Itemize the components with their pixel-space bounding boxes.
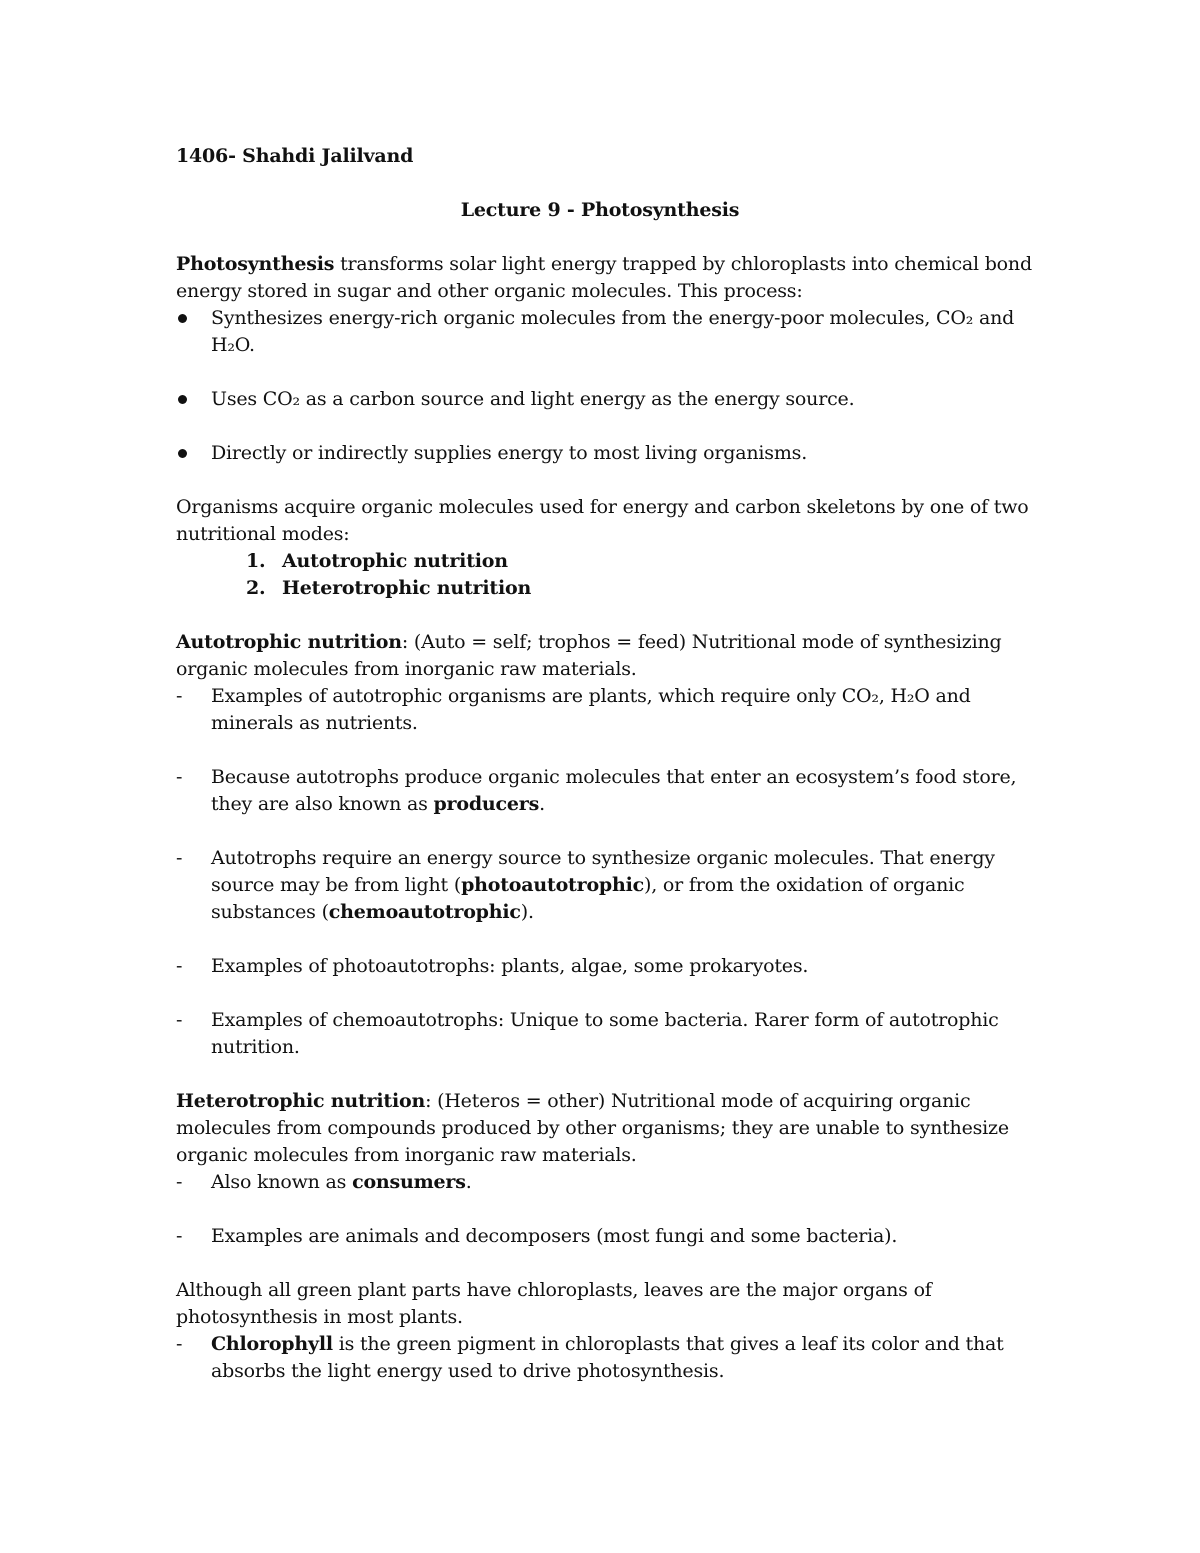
term-heterotrophic: Heterotrophic nutrition <box>176 1090 426 1112</box>
bullet-item: Uses CO₂ as a carbon source and light energy as the energy source. <box>211 388 855 410</box>
mode-item-heterotrophic: Heterotrophic nutrition <box>282 577 532 599</box>
list-number: 2. <box>246 577 266 599</box>
modes-paragraph: Organisms acquire organic molecules used for energy and carbon skeletons by one of two nutritional modes: <box>176 496 1029 545</box>
term-producers: producers <box>433 793 540 815</box>
auto-point: Examples of chemoautotrophs: Unique to some bacteria. Rarer form of autotrophic nutrition. <box>211 1009 999 1058</box>
dash-marker: - <box>176 1225 183 1247</box>
term-photosynthesis: Photosynthesis <box>176 253 335 275</box>
term-photoautotrophic: photoautotrophic <box>461 874 645 896</box>
auto-point: Examples of photoautotrophs: plants, algae, some prokaryotes. <box>211 955 809 977</box>
auto-point: Autotrophs require an energy source to synthesize organic molecules. That energy source may be from light (photoautotrophic), or from the oxidation of organic substances (chemoautotrophic). <box>211 847 995 923</box>
bullet-dot-icon <box>178 314 187 323</box>
dash-marker: - <box>176 1009 183 1031</box>
bullet-item: Directly or indirectly supplies energy to most living organisms. <box>211 442 808 464</box>
term-consumers: consumers <box>352 1171 466 1193</box>
list-number: 1. <box>246 550 266 572</box>
auto-point: Examples of autotrophic organisms are plants, which require only CO₂, H₂O and minerals as nutrients. <box>211 685 971 734</box>
hetero-point: Examples are animals and decomposers (most fungi and some bacteria). <box>211 1225 898 1247</box>
auto-point: Because autotrophs produce organic molecules that enter an ecosystem’s food store, they are also known as producers. <box>211 766 1017 815</box>
leaves-paragraph: Although all green plant parts have chloroplasts, leaves are the major organs of photosynthesis in most plants. <box>176 1279 932 1328</box>
dash-marker: - <box>176 847 183 869</box>
mode-item-autotrophic: Autotrophic nutrition <box>282 550 508 572</box>
term-autotrophic: Autotrophic nutrition <box>176 631 402 653</box>
chlorophyll-point: Chlorophyll is the green pigment in chloroplasts that gives a leaf its color and that absorbs the light energy used to drive photosynthesis. <box>211 1333 1004 1382</box>
bullet-dot-icon <box>178 449 187 458</box>
lecture-title: Lecture 9 - Photosynthesis <box>460 199 740 221</box>
hetero-point: Also known as consumers. <box>211 1171 472 1193</box>
heterotrophic-definition: Heterotrophic nutrition: (Heteros = other) Nutritional mode of acquiring organic molecules from compounds produced by other organisms; they are unable to synthesize organic molecules from inorganic raw materials. <box>176 1090 1009 1166</box>
bullet-dot-icon <box>178 395 187 404</box>
term-chlorophyll: Chlorophyll <box>211 1333 333 1355</box>
dash-marker: - <box>176 1171 183 1193</box>
dash-marker: - <box>176 1333 183 1355</box>
author-heading: 1406- Shahdi Jalilvand <box>176 145 414 167</box>
intro-paragraph: Photosynthesis transforms solar light energy trapped by chloroplasts into chemical bond energy stored in sugar and other organic molecules. This process: <box>176 253 1032 302</box>
dash-marker: - <box>176 685 183 707</box>
dash-marker: - <box>176 766 183 788</box>
dash-marker: - <box>176 955 183 977</box>
autotrophic-definition: Autotrophic nutrition: (Auto = self; trophos = feed) Nutritional mode of synthesizing organic molecules from inorganic raw materials. <box>176 631 1002 680</box>
term-chemoautotrophic: chemoautotrophic <box>328 901 521 923</box>
bullet-item: Synthesizes energy-rich organic molecules from the energy-poor molecules, CO₂ and H₂O. <box>211 307 1015 356</box>
